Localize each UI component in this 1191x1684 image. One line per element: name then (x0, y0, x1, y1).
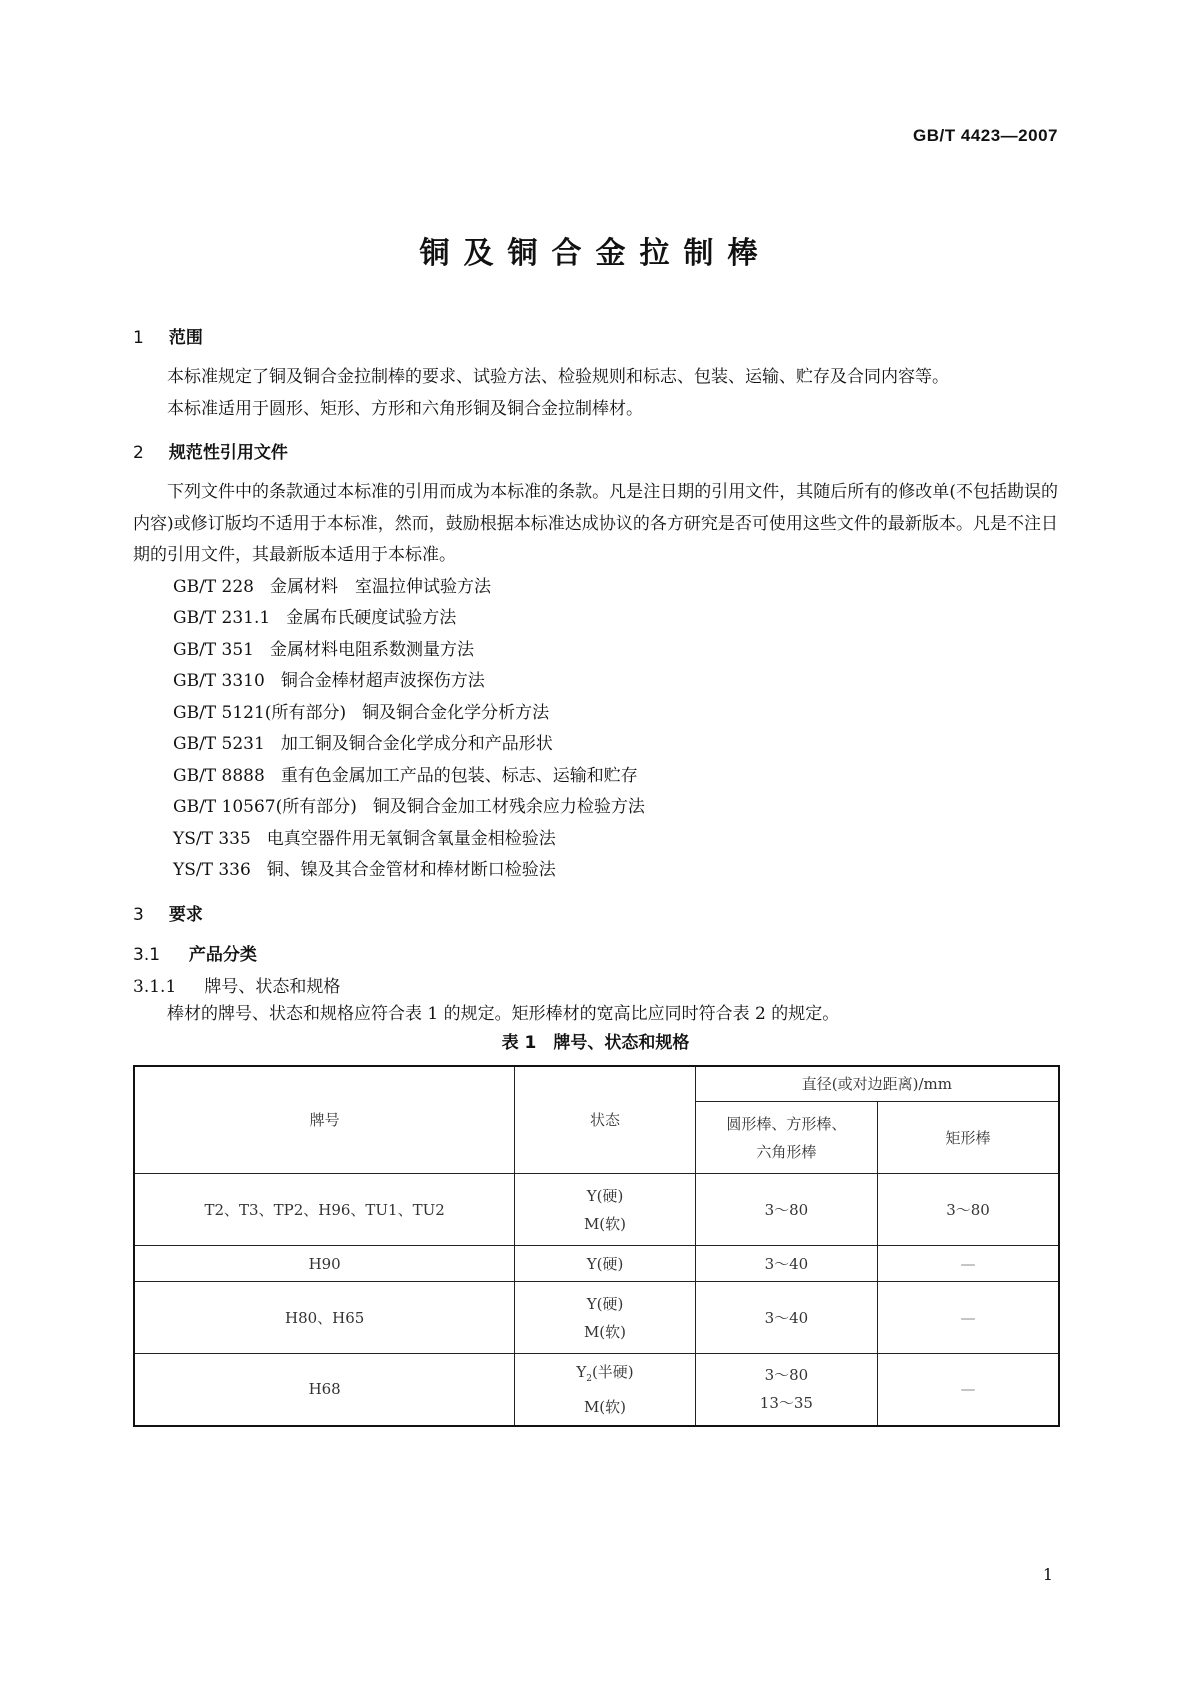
standard-code: GB/T 4423—2007 (913, 126, 1058, 145)
section-1-heading: 1 范围 (133, 328, 203, 348)
reference-item: YS/T 335 电真空器件用无氧铜含氧量金相检验法 (173, 828, 556, 849)
reference-item: GB/T 5121(所有部分) 铜及铜合金化学分析方法 (173, 702, 550, 723)
table-1 (133, 1065, 1060, 1427)
reference-item: GB/T 351 金属材料电阻系数测量方法 (173, 639, 474, 660)
table-1-caption: 表 1 牌号、状态和规格 (501, 1032, 690, 1053)
reference-item: GB/T 5231 加工铜及铜合金化学成分和产品形状 (173, 734, 553, 754)
header-round: 圆形棒、方形棒、 六角形棒 (695, 1102, 877, 1174)
reference-item: GB/T 8888 重有色金属加工产品的包装、标志、运输和贮存 (173, 765, 638, 786)
header-grade: 牌号 (134, 1066, 515, 1174)
reference-item: GB/T 231.1 金属布氏硬度试验方法 (173, 608, 457, 628)
section-3-1-heading: 3.1 产品分类 (133, 944, 257, 965)
document-body (133, 326, 1058, 1427)
header-rect: 矩形棒 (878, 1102, 1059, 1174)
header-state: 状态 (515, 1066, 695, 1174)
section-1-paragraph: 本标准适用于圆形、矩形、方形和六角形铜及铜合金拉制棒材。 (167, 398, 643, 419)
table-row: H68 $Y_2$(半硬) M(软) 3～80 13～35 — (134, 1354, 1059, 1426)
section-3-heading: 3 要求 (133, 904, 203, 925)
table-row: H90 Y(硬) 3～40 — (134, 1246, 1059, 1282)
reference-item: GB/T 3310 铜合金棒材超声波探伤方法 (173, 671, 485, 691)
table-row: H80、H65 Y(硬) M(软) 3～40 — (134, 1282, 1059, 1354)
section-1-paragraph: 本标准规定了铜及铜合金拉制棒的要求、试验方法、检验规则和标志、包装、运输、贮存及合同内容等。 (167, 367, 949, 387)
document-title: 铜及铜合金拉制棒 (419, 236, 772, 271)
section-2-heading: 2 规范性引用文件 (133, 443, 288, 463)
section-2-intro: 下列文件中的条款通过本标准的引用而成为本标准的条款。凡是注日期的引用文件，其随后所有的修改单(不包括勘误的内容)或修订版均不适用于本标准，然而，鼓励根据本标准达成协议的各方研究是否可使用这些文件的最新版本。凡是不注日期的引用文件，其最新版本适用于本标准。 (133, 482, 1058, 565)
page-number: 1 (1042, 1565, 1053, 1584)
section-3-1-1-heading: 3.1.1 牌号、状态和规格 (133, 976, 341, 997)
reference-item: YS/T 336 铜、镍及其合金管材和棒材断口检验法 (173, 860, 556, 880)
header-diameter: 直径(或对边距离)/mm (695, 1066, 1059, 1102)
section-3-1-1-text: 棒材的牌号、状态和规格应符合表 1 的规定。矩形棒材的宽高比应同时符合表 2 的规定。 (167, 1003, 840, 1024)
reference-item: GB/T 10567(所有部分) 铜及铜合金加工材残余应力检验方法 (173, 797, 645, 817)
reference-item: GB/T 228 金属材料 室温拉伸试验方法 (173, 576, 491, 597)
reference-list (133, 572, 1058, 887)
table-row: T2、T3、TP2、H96、TU1、TU2 Y(硬) M(软) 3～80 3～80 (134, 1174, 1059, 1246)
